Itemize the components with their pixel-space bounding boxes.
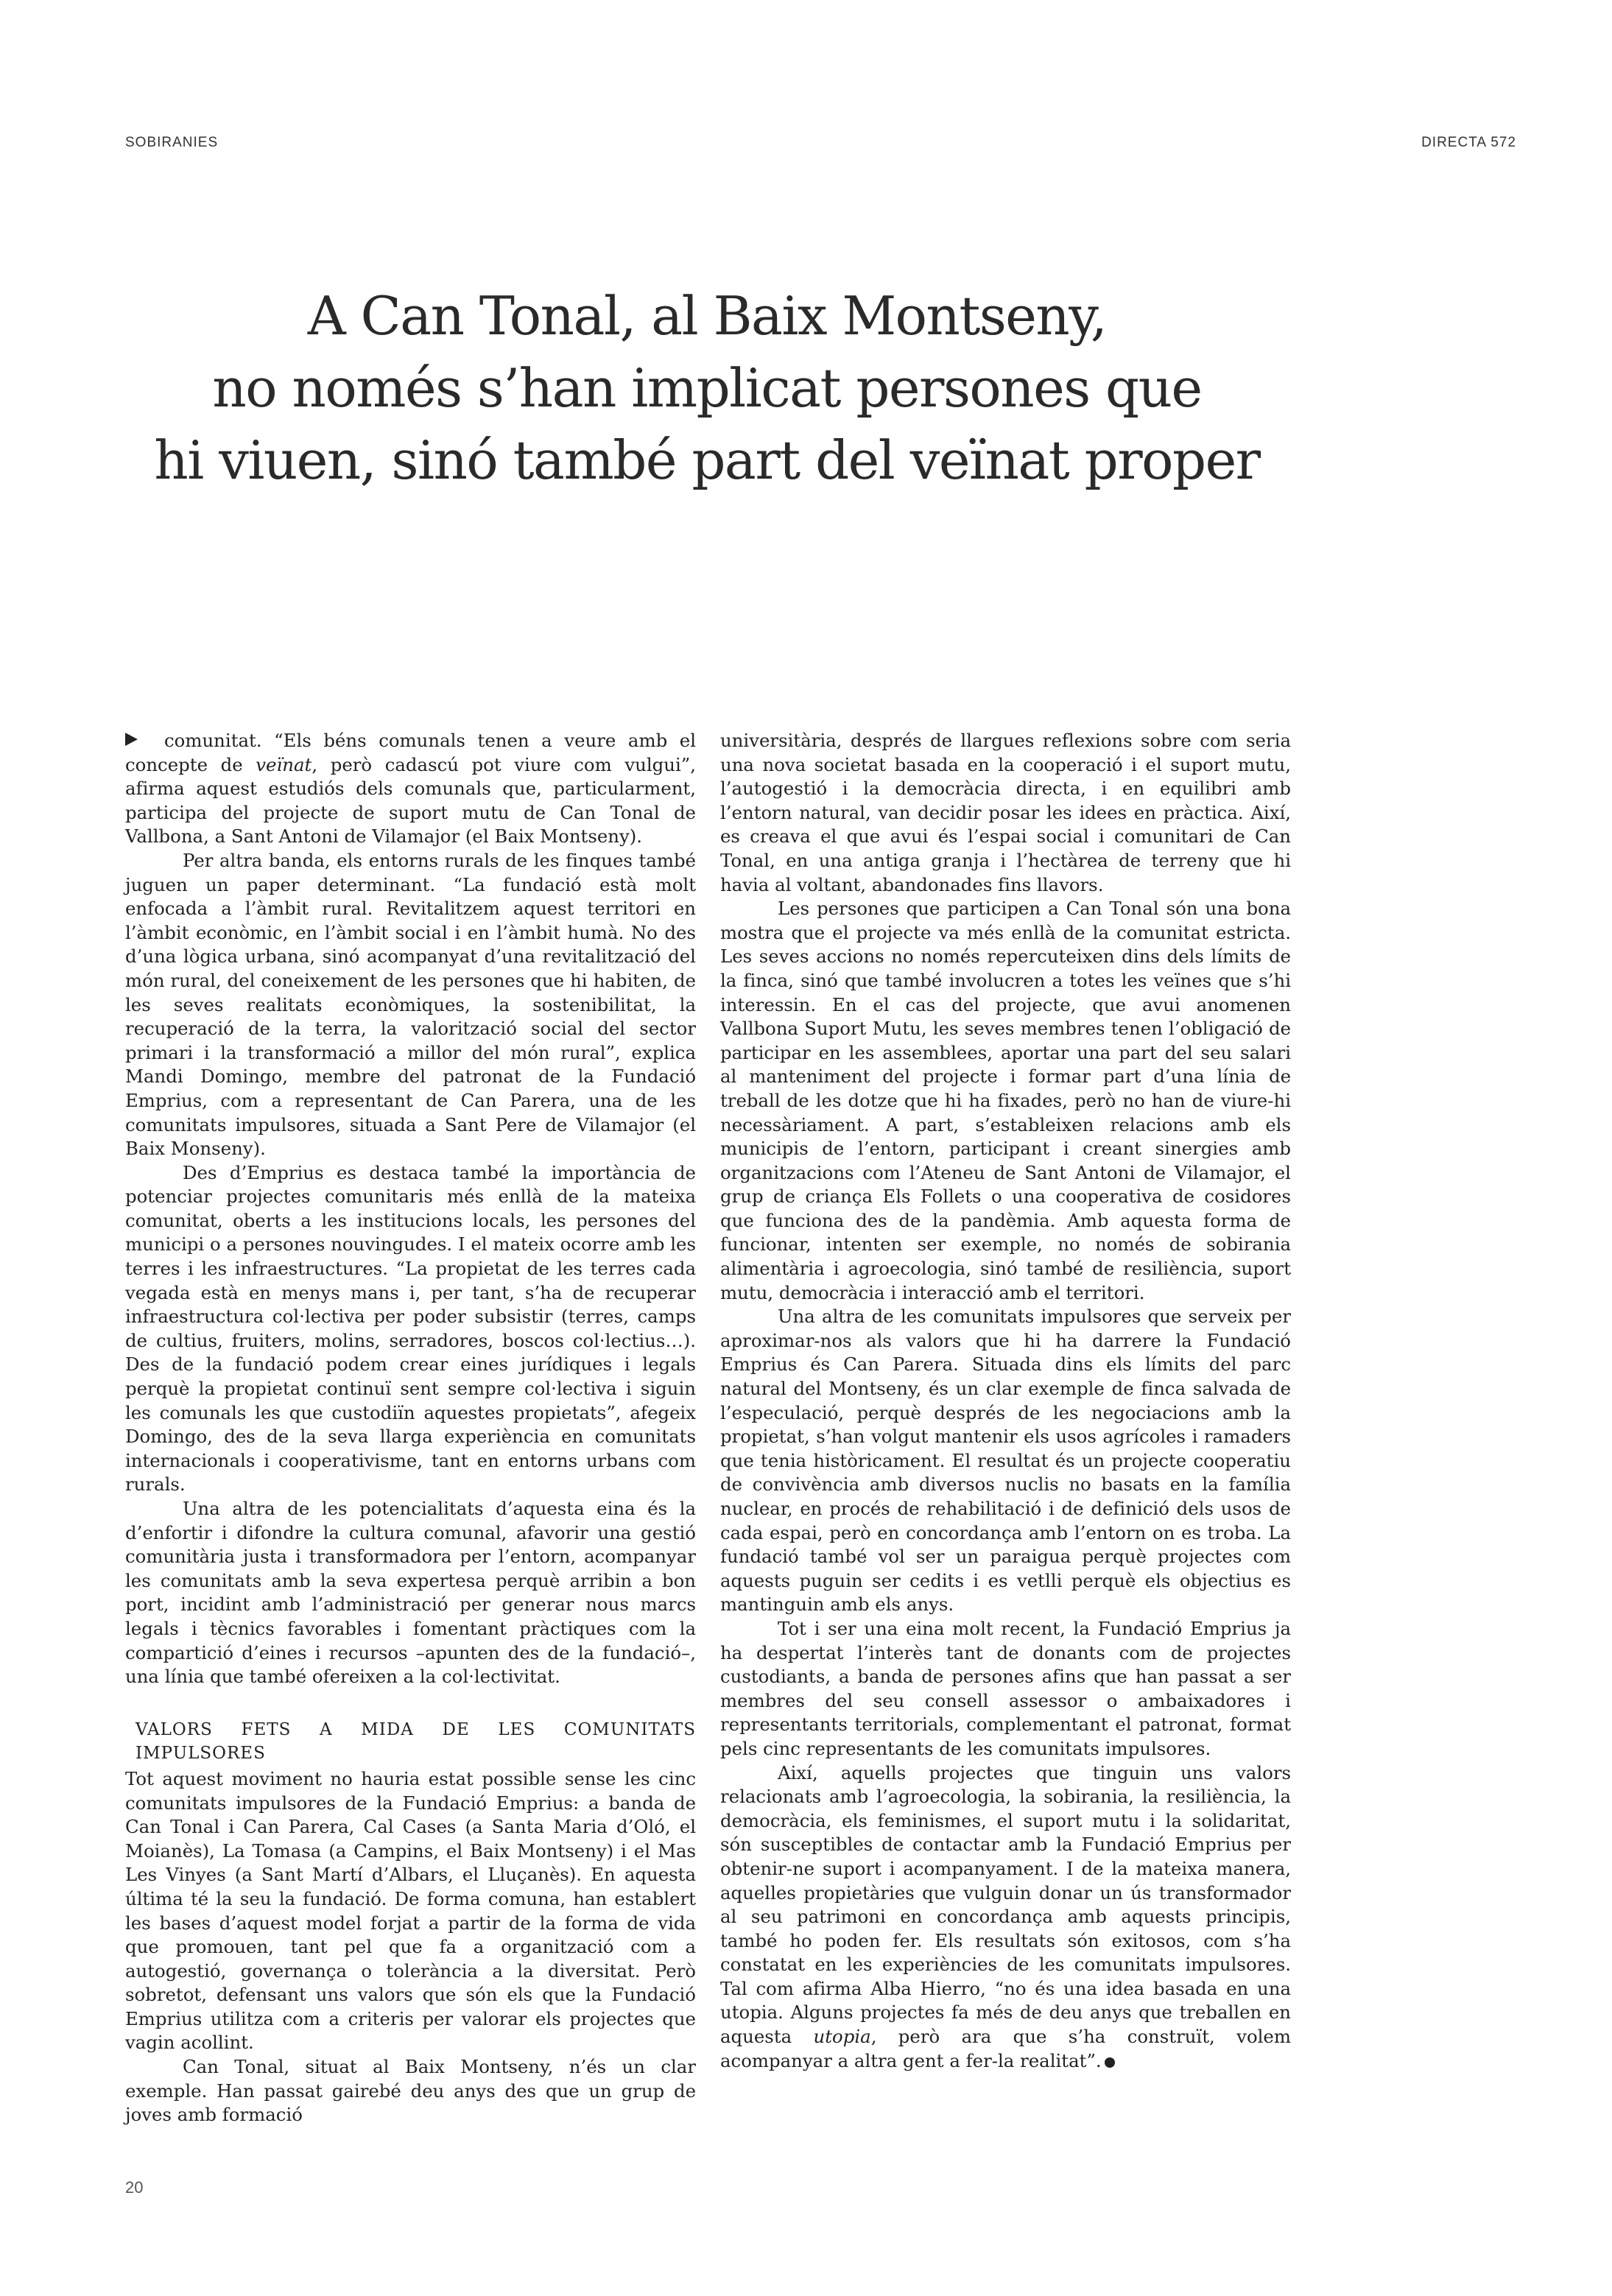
- section-subheading: VALORS FETS A MIDA DE LES COMUNITATS IMPULSORES: [135, 1719, 696, 1764]
- paragraph: Les persones que participen a Can Tonal són una bona mostra que el projecte va més enllà de la comunitat estricta. Les seves accions no només repercuteixen dins dels límits de la finca, sinó que també involucren a totes les veïnes que s’hi interessin. En el cas del projecte, que avui anomenen Vallbona Suport Mutu, les seves membres tenen l’obligació de participar en les assemblees, aportar una part del seu salari al manteniment del projecte i formar part d’una línia de treball de les dotze que hi ha fixades, però no han de viure-hi necessàriament. A part, s’estableixen relacions amb els municipis de l’entorn, participant i creant sinergies amb organitzacions com l’Ateneu de Sant Antoni de Vilamajor, el grup de criança Els Follets o una cooperativa de cosidores que funciona des de la pandèmia. Amb aquesta forma de funcionar, intenten ser exemple, no només de sobirania alimentària i agroecologia, sinó també de resiliència, suport mutu, democràcia i interacció amb el territori.: [720, 898, 1291, 1303]
- paragraph: comunitat. “Els béns comunals tenen a veure amb el concepte de veïnat, però cadascú pot viure com vulgui”, afirma aquest estudiós dels comunals que, particularment, participa del projecte de suport mutu de Can Tonal de Vallbona, a Sant Antoni de Vilamajor (el Baix Montseny).: [125, 730, 696, 848]
- paragraph: Una altra de les potencialitats d’aquesta eina és la d’enfortir i difondre la cultura comunal, afavorir una gestió comunitària justa i transformadora per l’entorn, acompanyar les comunitats amb la seva expertesa perquè arribin a bon port, incidint amb l’administració per generar nous marcs legals i tècnics favorables i fomentant pràctiques com la compartició d’eines i recursos –apunten des de la fundació–, una línia que també ofereixen a la col·lectivitat.: [125, 1498, 696, 1688]
- paragraph: universitària, després de llargues reflexions sobre com seria una nova societat basada en la cooperació i el suport mutu, l’autogestió i la democràcia directa, i en equilibri amb l’entorn natural, van decidir posar les idees en pràctica. Així, es creava el que avui és l’espai social i comunitari de Can Tonal, en una antiga granja i l’hectàrea de terreny que hi havia al voltant, abandonades fins llavors.: [720, 730, 1291, 895]
- pull-quote-line: A Can Tonal, al Baix Montseny,: [307, 285, 1107, 347]
- end-mark-icon: [1105, 2057, 1115, 2068]
- pull-quote: [125, 280, 1289, 496]
- paragraph: Des d’Emprius es destaca també la importància de potenciar projectes comunitaris més enllà de la mateixa comunitat, oberts a les institucions locals, les persones del municipi o a persones nouvingudes. I el mateix ocorre amb les terres i les infraestructures. “La propietat de les terres cada vegada està en menys mans i, per tant, s’ha de recuperar infraestructura col·lectiva per poder subsistir (terres, camps de cultius, fruiters, molins, serradores, boscos col·lectius…). Des de la fundació podem crear eines jurídiques i legals perquè la propietat continuï sent sempre col·lectiva i siguin les comunals les que custodiïn aquestes propietats”, afegeix Domingo, des de la seva llarga experiència en comunitats internacionals i cooperativisme, tant en entorns urbans com rurals.: [125, 1161, 696, 1496]
- article-column-left: [125, 729, 696, 2127]
- page-number: 20: [125, 2178, 144, 2197]
- section-label: SOBIRANIES: [125, 135, 219, 150]
- pull-quote-line: hi viuen, sinó també part del veïnat proper: [154, 429, 1260, 491]
- pull-quote-line: no només s’han implicat persones que: [212, 357, 1202, 419]
- paragraph: Per altra banda, els entorns rurals de les finques també juguen un paper determinant. “La fundació està molt enfocada a l’àmbit rural. Revitalitzem aquest territori en l’àmbit econòmic, en l’àmbit social i en l’àmbit humà. No des d’una lògica urbana, sinó acompanyat d’una revitalització del món rural, del coneixement de les persones que hi habiten, de les seves realitats econòmiques, la sostenibilitat, la recuperació de la terra, la valorització social del sector primari i la transformació a millor del món rural”, explica Mandi Domingo, membre del patronat de la Fundació Emprius, com a representant de Can Parera, una de les comunitats impulsores, situada a Sant Pere de Vilamajor (el Baix Monseny).: [125, 849, 696, 1160]
- issue-label: DIRECTA 572: [1421, 135, 1516, 150]
- paragraph: Tot i ser una eina molt recent, la Fundació Emprius ja ha despertat l’interès tant de donants com de projectes custodiants, a banda de persones afins que han passat a ser membres del seu consell assessor o ambaixadores i representants territorials, complementant el patronat, format pels cinc representants de les comunitats impulsores.: [720, 1617, 1291, 1759]
- paragraph: Can Tonal, situat al Baix Montseny, n’és un clar exemple. Han passat gairebé deu anys des que un grup de joves amb formació: [125, 2056, 696, 2126]
- paragraph: Així, aquells projectes que tinguin uns valors relacionats amb l’agroecologia, la sobirania, la resiliència, la democràcia, els feminismes, el suport mutu i la solidaritat, són susceptibles de contactar amb la Fundació Emprius per obtenir-ne suport i acompanyament. I de la mateixa manera, aquelles propietàries que vulguin donar un ús transformador al seu patrimoni en concordança amb aquests principis, també ho poden fer. Els resultats són exitosos, com s’ha constatat en les experiències de les comunitats impulsores. Tal com afirma Alba Hierro, “no és una idea basada en una utopia. Alguns projectes fa més de deu anys que treballen en aquesta utopia, però ara que s’ha construït, volem acompanyar a altra gent a fer-la realitat”.: [720, 1761, 1291, 2071]
- triangle-right-icon: [125, 733, 138, 746]
- paragraph: Tot aquest moviment no hauria estat possible sense les cinc comunitats impulsores de la Fundació Emprius: a banda de Can Tonal i Can Parera, Cal Cases (a Santa Maria d’Oló, el Moianès), La Tomasa (a Campins, el Baix Montseny) i el Mas Les Vinyes (a Sant Martí d’Albars, el Lluçanès). En aquesta última té la seu la fundació. De forma comuna, han establert les bases d’aquest model forjat a partir de la forma de vida que promouen, tant pel que fa a organització com a autogestió, governança o tolerància a la diversitat. Però sobretot, defensant uns valors que són els que la Fundació Emprius utilitza com a criteris per valorar els projectes que vagin acollint.: [125, 1767, 696, 2054]
- paragraph: Una altra de les comunitats impulsores que serveix per aproximar-nos als valors que hi ha darrere la Fundació Emprius és Can Parera. Situada dins els límits del parc natural del Montseny, és un clar exemple de finca salvada de l’especulació, perquè després de les negociacions amb la propietat, s’han volgut mantenir els usos agrícoles i ramaders que tenia històricament. El resultat és un projecte cooperatiu de convivència amb diversos nuclis no basats en la família nuclear, en procés de rehabilitació i de definició dels usos de cada espai, però en concordança amb l’entorn on es troba. La fundació també vol ser un paraigua perquè projectes com aquests puguin ser cedits i es vetlli perquè els objectius es mantinguin amb els anys.: [720, 1306, 1291, 1616]
- article-column-right: [720, 729, 1291, 2073]
